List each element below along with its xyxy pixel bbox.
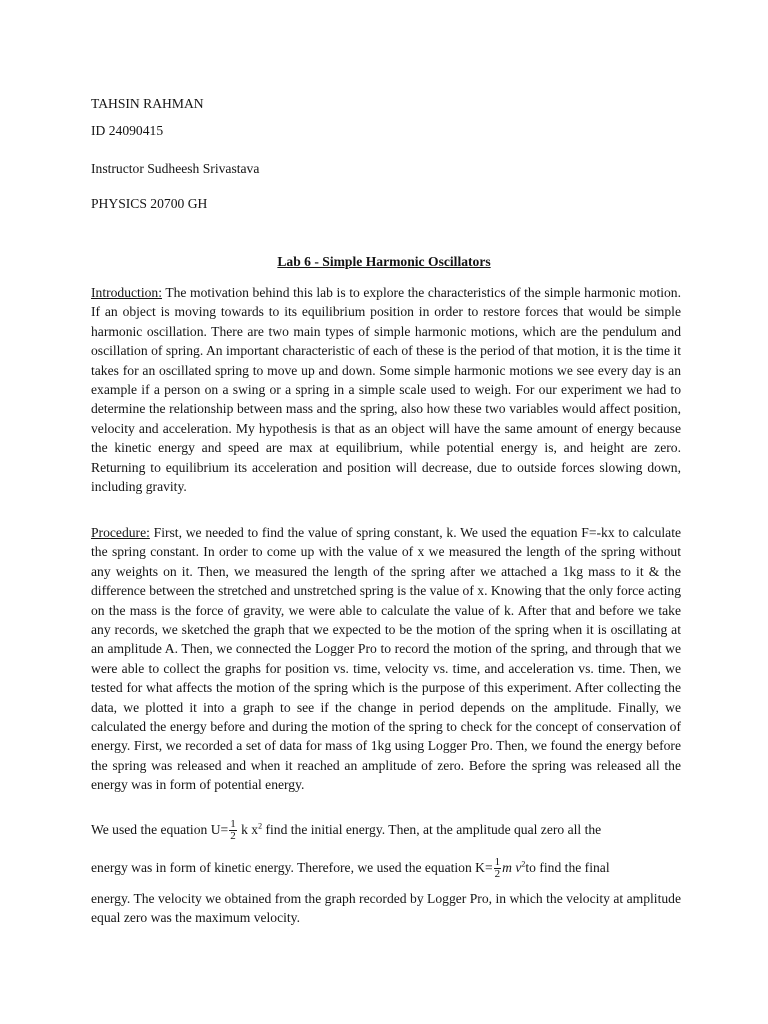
fraction-denominator: 2 [230,830,236,843]
introduction-text: The motivation behind this lab is to explore the characteristics of the simple harmonic motion. If an object is moving towards to its equilibrium position in order to restore forces that would be simple harmonic oscillation. There are two main types of simple harmonic motions, which are the pendulum and oscillation of spring. An important characteristic of each of these is the period of that motion, it is the time it takes for an oscillated spring to move up and down. Some simple harmonic motions we see every day is an example if a person on a swing or a spring in a simple scale used to weigh. For our experiment we had to determine the relationship between mass and the spring, also how these two variables would affect position, velocity and acceleration. My hypothesis is that as an object will have the same amount of energy because the kinetic energy and speed are max at equilibrium, while potential energy is, and height are zero. Returning to equilibrium its acceleration and position will decrease, due to outside forces slowing down, including gravity. [91,285,681,495]
eq2-before: energy was in form of kinetic energy. Therefore, we used the equation K= [91,860,493,875]
equation-line-potential [91,814,681,846]
equation-line-kinetic [91,852,681,884]
course-code: PHYSICS 20700 GH [91,196,208,211]
fraction-numerator: 1 [230,818,236,831]
instructor-name: Instructor Sudheesh Srivastava [91,161,260,176]
lab-title [0,254,768,270]
eq2-velocity: v [511,860,522,875]
procedure-label: Procedure: [91,525,150,540]
student-id: ID 24090415 [91,123,164,138]
eq1-exponent: 2 [258,821,263,831]
eq1-after: find the initial energy. Then, at the amplitude qual zero all the [262,822,602,837]
lab-title-text: Lab 6 - Simple Harmonic Oscillators [277,254,491,269]
fraction-denominator: 2 [494,868,501,881]
introduction-label: Introduction: [91,285,162,300]
fraction-numerator: 1 [494,856,501,869]
eq2-exponent: 2 [521,859,526,869]
introduction-paragraph [91,283,681,496]
half-fraction [494,857,502,880]
eq1-expression: k x [237,822,259,837]
eq2-mass: m [502,860,512,875]
eq2-after: to find the final [525,860,610,875]
procedure-paragraph [91,523,681,795]
eq1-before: We used the equation U= [91,822,229,837]
half-fraction [229,819,237,842]
closing-sentence: energy. The velocity we obtained from the graph recorded by Logger Pro, in which the velocity at amplitude equal zero was the maximum velocity. [91,891,681,926]
student-name: TAHSIN RAHMAN [91,96,204,111]
procedure-text: First, we needed to find the value of spring constant, k. We used the equation F=-kx to calculate the spring constant. In order to come up with the value of x we measured the length of the spring without any weights on it. Then, we measured the length of the spring after we attached a 1kg mass to it & the difference between the stretched and unstretched spring is the value of x. Knowing that the only force acting on the mass is the force of gravity, we were able to calculate the value of k. After that and before we take any records, we sketched the graph that we expected to be the motion of the spring when it is oscillating at an amplitude A. Then, we connected the Logger Pro to record the motion of the spring, and through that we were able to collect the graphs for position vs. time, velocity vs. time, and acceleration vs. time. Then, we tested for what affects the motion of the spring which is the purpose of this experiment. After collecting the data, we plotted it into a graph to see if the change in period depends on the amplitude. Finally, we calculated the energy before and during the motion of the spring to check for the concept of conservation of energy. First, we recorded a set of data for mass of 1kg using Logger Pro. Then, we found the energy before the spring was released and when it reached an amplitude of zero. Before the spring was released all the energy was in form of potential energy. [91,525,681,793]
